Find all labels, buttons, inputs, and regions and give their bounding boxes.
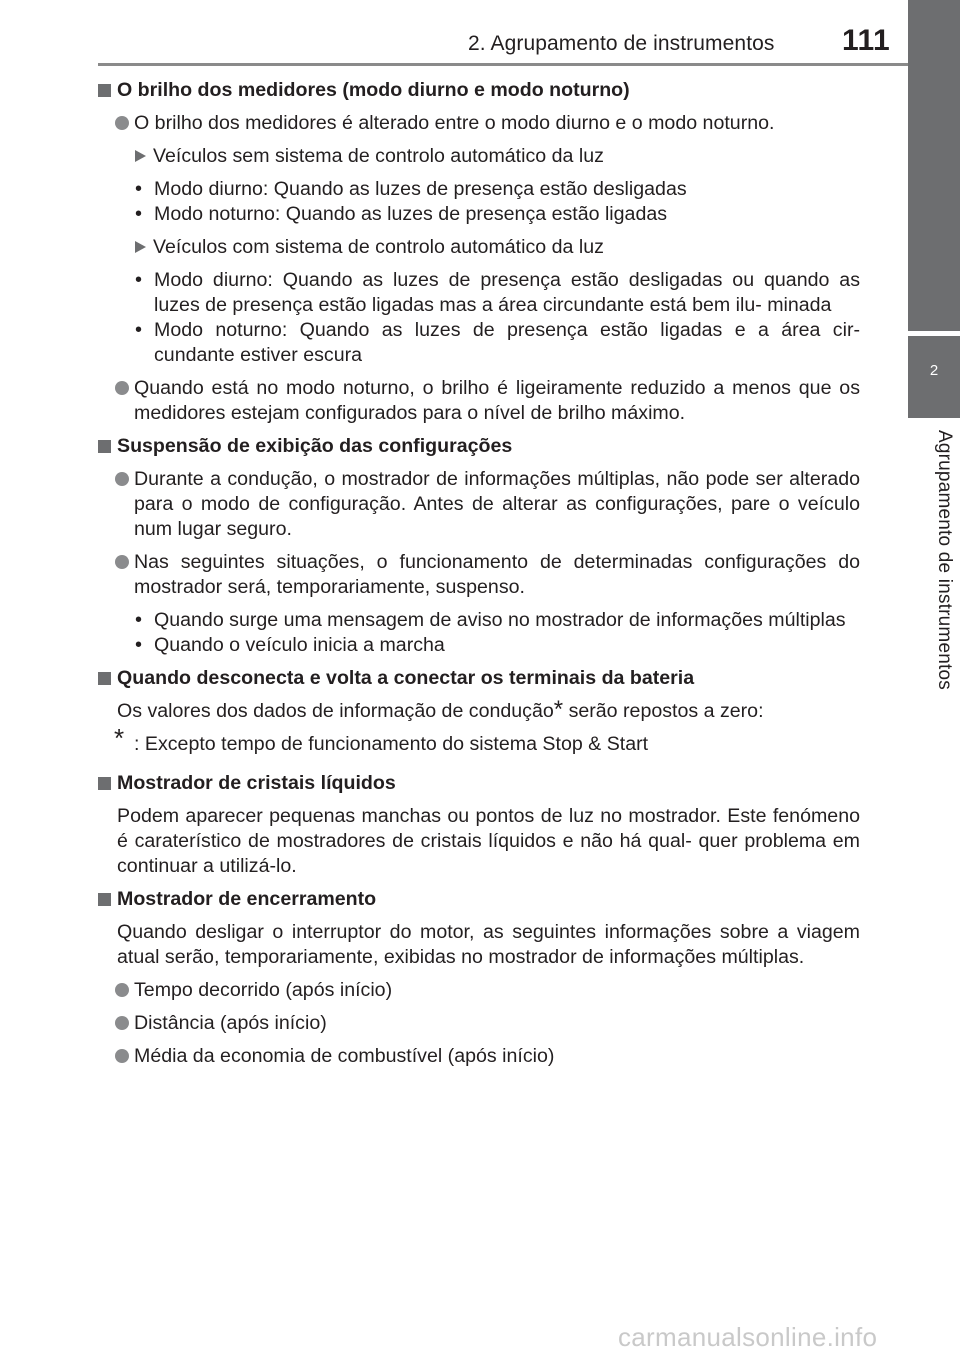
footnote-marker: * — [553, 696, 564, 723]
circle-bullet-icon — [115, 1049, 129, 1063]
page-number: 111 — [842, 24, 891, 57]
list-item: • Quando o veículo inicia a marcha — [135, 634, 445, 656]
dot-bullet-icon: • — [135, 609, 143, 631]
dot-bullet-icon: • — [135, 269, 143, 291]
bullet-list — [98, 268, 860, 368]
page-content — [98, 78, 860, 1077]
triangle-bullet-icon — [135, 150, 146, 162]
circle-bullet-icon — [115, 381, 129, 395]
sub-heading: Veículos sem sistema de controlo automático da luz — [98, 144, 860, 169]
circle-bullet-icon — [115, 555, 129, 569]
bullet-list — [98, 177, 860, 227]
side-strip-top — [908, 0, 960, 331]
list-item: Quando está no modo noturno, o brilho é ligeiramente reduzido a menos que os medidores estejam configurados para o nível de brilho máximo. — [98, 376, 860, 426]
bullet-list — [98, 608, 860, 658]
circle-bullet-icon — [115, 983, 129, 997]
list-item: • Modo noturno: Quando as luzes de presença estão ligadas — [135, 203, 668, 225]
square-bullet-icon — [98, 672, 111, 685]
chapter-tab — [908, 336, 960, 418]
list-item: Nas seguintes situações, o funcionamento de determinadas configurações do mostrador será, temporariamente, suspenso. — [98, 550, 860, 600]
watermark: carmanualsonline.info — [618, 1322, 878, 1352]
triangle-bullet-icon — [135, 241, 146, 253]
section-heading-shutdown: Mostrador de encerramento — [98, 887, 860, 912]
section-heading-suspension: Suspensão de exibição das configurações — [98, 434, 860, 459]
list-item: • Modo diurno: Quando as luzes de presença estão desligadas — [135, 178, 687, 200]
section-heading-brightness: O brilho dos medidores (modo diurno e modo noturno) — [98, 78, 860, 103]
chapter-number: 2 — [929, 362, 939, 379]
section-heading-battery: Quando desconecta e volta a conectar os terminais da bateria — [98, 666, 860, 691]
square-bullet-icon — [98, 777, 111, 790]
list-item: Durante a condução, o mostrador de informações múltiplas, não pode ser alterado para o modo de configuração. Antes de alterar as configurações, pare o veículo num lugar seguro. — [98, 467, 860, 542]
circle-bullet-icon — [115, 472, 129, 486]
list-item: O brilho dos medidores é alterado entre o modo diurno e o modo noturno. — [98, 111, 860, 136]
circle-bullet-icon — [115, 1016, 129, 1030]
dot-bullet-icon: • — [135, 319, 143, 341]
list-item: Média da economia de combustível (após início) — [98, 1044, 860, 1069]
list-item: • Modo diurno: Quando as luzes de presença estão desligadas ou quando as luzes de presença estão ligadas mas a área circundante está bem ilu- minada — [135, 269, 860, 316]
circle-bullet-icon — [115, 116, 129, 130]
square-bullet-icon — [98, 440, 111, 453]
list-item: Tempo decorrido (após início) — [98, 978, 860, 1003]
shutdown-paragraph: Quando desligar o interruptor do motor, as seguintes informações sobre a viagem atual serão, temporariamente, exibidas no mostrador de informações múltiplas. — [117, 921, 860, 968]
list-item: Distância (após início) — [98, 1011, 860, 1036]
header-title: 2. Agrupamento de instrumentos — [468, 32, 775, 55]
lcd-paragraph: Podem aparecer pequenas manchas ou pontos de luz no mostrador. Este fenómeno é caraterístico de mostradores de cristais líquidos e não há qual- quer problema em continuar a utilizá-lo. — [117, 805, 860, 877]
footnote: * : Excepto tempo de funcionamento do sistema Stop & Start — [114, 723, 649, 755]
sub-heading: Veículos com sistema de controlo automático da luz — [98, 235, 860, 260]
square-bullet-icon — [98, 893, 111, 906]
list-item: • Modo noturno: Quando as luzes de presença estão ligadas e a área cir- cundante estiver escura — [135, 319, 860, 366]
section-heading-lcd: Mostrador de cristais líquidos — [98, 771, 860, 796]
list-item: • Quando surge uma mensagem de aviso no mostrador de informações múltiplas — [135, 609, 846, 631]
chapter-label: Agrupamento de instrumentos — [934, 430, 955, 690]
dot-bullet-icon: • — [135, 634, 143, 656]
dot-bullet-icon: • — [135, 203, 143, 225]
battery-paragraph: Os valores dos dados de informação de condução* serão repostos a zero: — [117, 696, 764, 723]
footnote-star: * — [114, 723, 125, 753]
square-bullet-icon — [98, 84, 111, 97]
dot-bullet-icon: • — [135, 178, 143, 200]
header-rule — [98, 63, 960, 66]
